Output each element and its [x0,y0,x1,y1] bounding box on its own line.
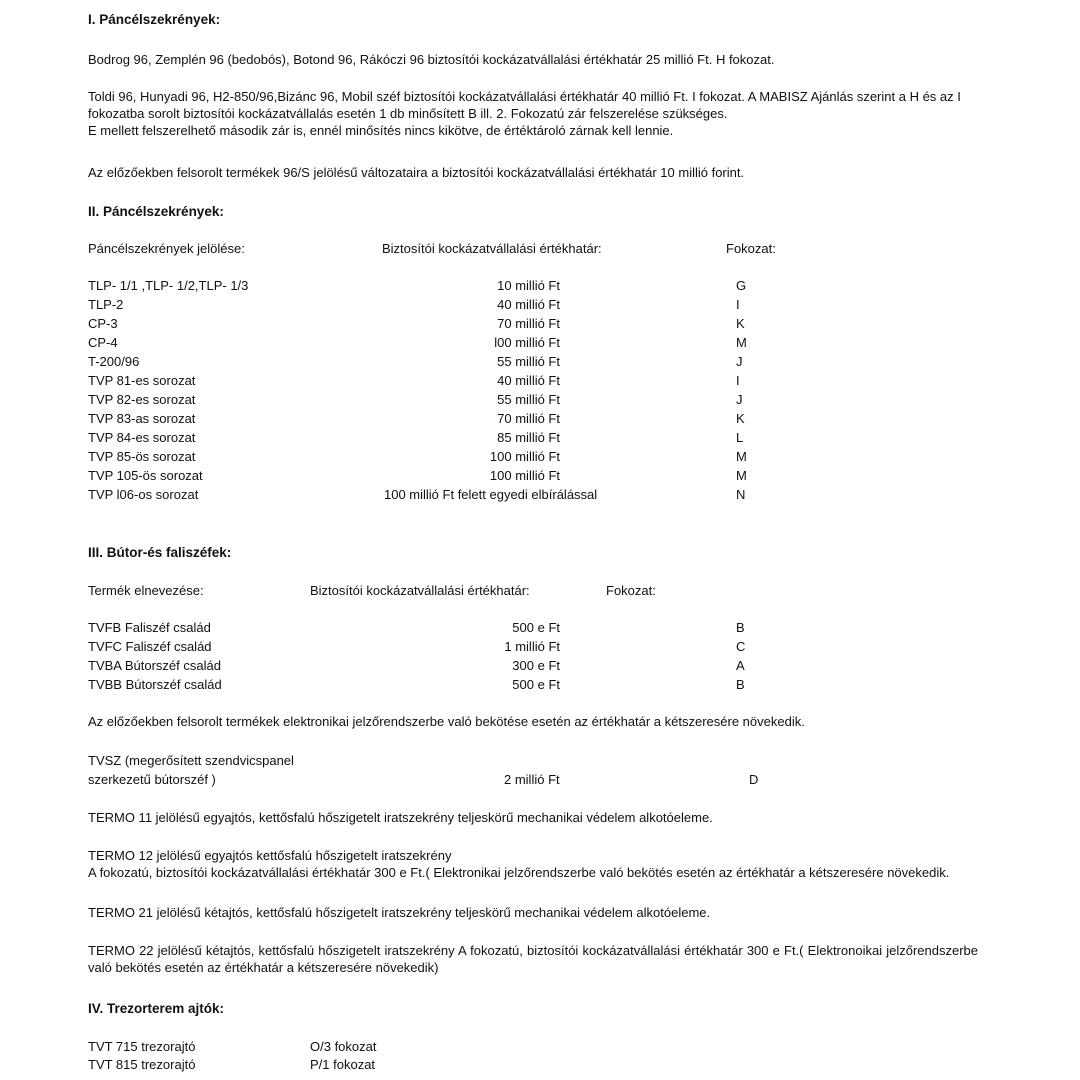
row-name: TVBB Bútorszéf család [88,677,222,692]
table-row [88,372,788,391]
row-grade: M [736,449,747,464]
paragraph-line: Az előzőekben felsorolt termékek 96/S jelölésű változataira a biztosítói kockázatvállalási értékhatár 10 millió forint. [88,165,745,180]
paragraph-line: Az előzőekben felsorolt termékek elektronikai jelzőrendszerbe való bekötése esetén az értékhatár a kétszeresére növekedik. [88,714,805,729]
row-value: 500 e Ft [512,620,560,635]
paragraph-line: TERMO 12 jelölésű egyajtós kettősfalú hőszigetelt iratszekrény [88,848,452,863]
table-row [88,334,788,353]
table-row [88,619,788,638]
tvsz-name-line-1: TVSZ (megerősített szendvicspanel [88,753,294,768]
row-value: 40 millió Ft [497,373,560,388]
vault-door-grade: O/3 fokozat [310,1039,377,1054]
row-name: TVP 83-as sorozat [88,411,196,426]
row-name: TVP 84-es sorozat [88,430,196,445]
table-row [88,296,788,315]
table-3-header-grade: Fokozat: [606,583,656,598]
row-name: TVP 105-ös sorozat [88,468,203,483]
row-grade: C [736,639,746,654]
row-grade: J [736,392,743,407]
section-4-title: IV. Trezorterem ajtók: [88,1001,225,1016]
table-3-header-name: Termék elnevezése: [88,583,204,598]
row-value: 500 e Ft [512,677,560,692]
table-3-header-value: Biztosítói kockázatvállalási értékhatár: [310,583,530,598]
paragraph-line: TERMO 11 jelölésű egyajtós, kettősfalú hőszigetelt iratszekrény teljeskörű mechanikai védelem alkotóeleme. [88,810,713,825]
table-row [88,429,788,448]
table-row [88,353,788,372]
row-value: l00 millió Ft [494,335,560,350]
row-name: CP-4 [88,335,118,350]
row-grade: N [736,487,746,502]
termo-12-paragraph [88,847,978,881]
paragraph-line: fokozatba sorolt biztosítói kockázatvállalás esetén 1 db minősített B ill. 2. Fokozatú zár felszerelése szükséges. [88,106,728,121]
paragraph-line: A fokozatú, biztosítói kockázatvállalási értékhatár 300 e Ft.( Elektronikai jelzőrendszerbe való bekötés esetén az értékhatár a kétszeresére növekedik. [88,865,950,880]
row-grade: M [736,468,747,483]
row-value: 40 millió Ft [497,297,560,312]
row-grade: K [736,411,745,426]
row-grade: J [736,354,743,369]
row-name: T-200/96 [88,354,140,369]
vault-door-grade: P/1 fokozat [310,1057,376,1072]
table-row [88,638,788,657]
row-name: TVP 85-ös sorozat [88,449,196,464]
row-grade: I [736,297,740,312]
row-value: 70 millió Ft [497,411,560,426]
section-1-title: I. Páncélszekrények: [88,12,221,27]
termo-11-paragraph [88,809,978,826]
row-grade: B [736,677,745,692]
table-2-header-name: Páncélszekrények jelölése: [88,241,245,256]
termo-22-paragraph [88,942,978,976]
table-row [88,486,788,505]
row-name: TVFB Faliszéf család [88,620,211,635]
row-grade: L [736,430,744,445]
paragraph-line: TERMO 21 jelölésű kétajtós, kettősfalú hőszigetelt iratszekrény teljeskörű mechanikai védelem alkotóeleme. [88,905,711,920]
row-grade: A [736,658,745,673]
tvsz-grade: D [749,772,759,787]
row-name: CP-3 [88,316,118,331]
section-2-title: II. Páncélszekrények: [88,204,224,219]
table-2-header-grade: Fokozat: [726,241,776,256]
row-value: 55 millió Ft [497,354,560,369]
vault-door-name: TVT 715 trezorajtó [88,1039,196,1054]
section-1-paragraph-2 [88,88,978,139]
row-name: TLP-2 [88,297,124,312]
section-3-note [88,713,978,730]
table-row [88,391,788,410]
table-row [88,315,788,334]
row-grade: M [736,335,747,350]
row-value: 70 millió Ft [497,316,560,331]
paragraph-text: TERMO 22 jelölésű kétajtós, kettősfalú hőszigetelt iratszekrény A fokozatú, biztosítói kockázatvállalási értékhatár 300 e Ft.( Elektronoikai jelzőrendszerbe való bekötés esetén az értékhatár a kétszeresére növekedik) [88,943,978,975]
paragraph-line: Bodrog 96, Zemplén 96 (bedobós), Botond 96, Rákóczi 96 biztosítói kockázatvállalási értékhatár 25 millió Ft. H fokozat. [88,52,775,67]
tvsz-name-line-2: szerkezetű bútorszéf ) [88,772,216,787]
vault-door-name: TVT 815 trezorajtó [88,1057,196,1072]
row-value: 1 millió Ft [504,639,560,654]
table-row [88,657,788,676]
table-row [88,410,788,429]
tvsz-value: 2 millió Ft [504,772,560,787]
table-row [88,676,788,695]
row-name: TVFC Faliszéf család [88,639,212,654]
row-name: TVBA Bútorszéf család [88,658,221,673]
paragraph-line: E mellett felszerelhető második zár is, ennél minősítés nincs kikötve, de értéktároló zárnak kell lennie. [88,123,674,138]
row-value: 100 millió Ft felett egyedi elbírálással [384,487,598,502]
row-name: TLP- 1/1 ,TLP- 1/2,TLP- 1/3 [88,278,249,293]
table-row [88,467,788,486]
table-2-header-value: Biztosítói kockázatvállalási értékhatár: [382,241,602,256]
row-grade: G [736,278,747,293]
row-name: TVP 81-es sorozat [88,373,196,388]
row-grade: K [736,316,745,331]
row-value: 85 millió Ft [497,430,560,445]
row-grade: B [736,620,745,635]
row-value: 100 millió Ft [489,468,560,483]
table-row [88,448,788,467]
section-1-paragraph-3 [88,164,978,181]
row-value: 10 millió Ft [497,278,560,293]
row-name: TVP 82-es sorozat [88,392,196,407]
table-2 [88,277,788,505]
row-value: 300 e Ft [512,658,560,673]
section-1-paragraph-1 [88,51,978,68]
row-grade: I [736,373,740,388]
termo-21-paragraph [88,904,978,921]
table-row [88,277,788,296]
row-name: TVP l06-os sorozat [88,487,199,502]
paragraph-line: Toldi 96, Hunyadi 96, H2-850/96,Bizánc 96, Mobil széf biztosítói kockázatvállalási értékhatár 40 millió Ft. I fokozat. A MABISZ Ajánlás szerint a H és az I [88,89,961,104]
section-3-title: III. Bútor-és faliszéfek: [88,545,232,560]
table-3 [88,619,788,695]
row-value: 100 millió Ft [489,449,560,464]
row-value: 55 millió Ft [497,392,560,407]
